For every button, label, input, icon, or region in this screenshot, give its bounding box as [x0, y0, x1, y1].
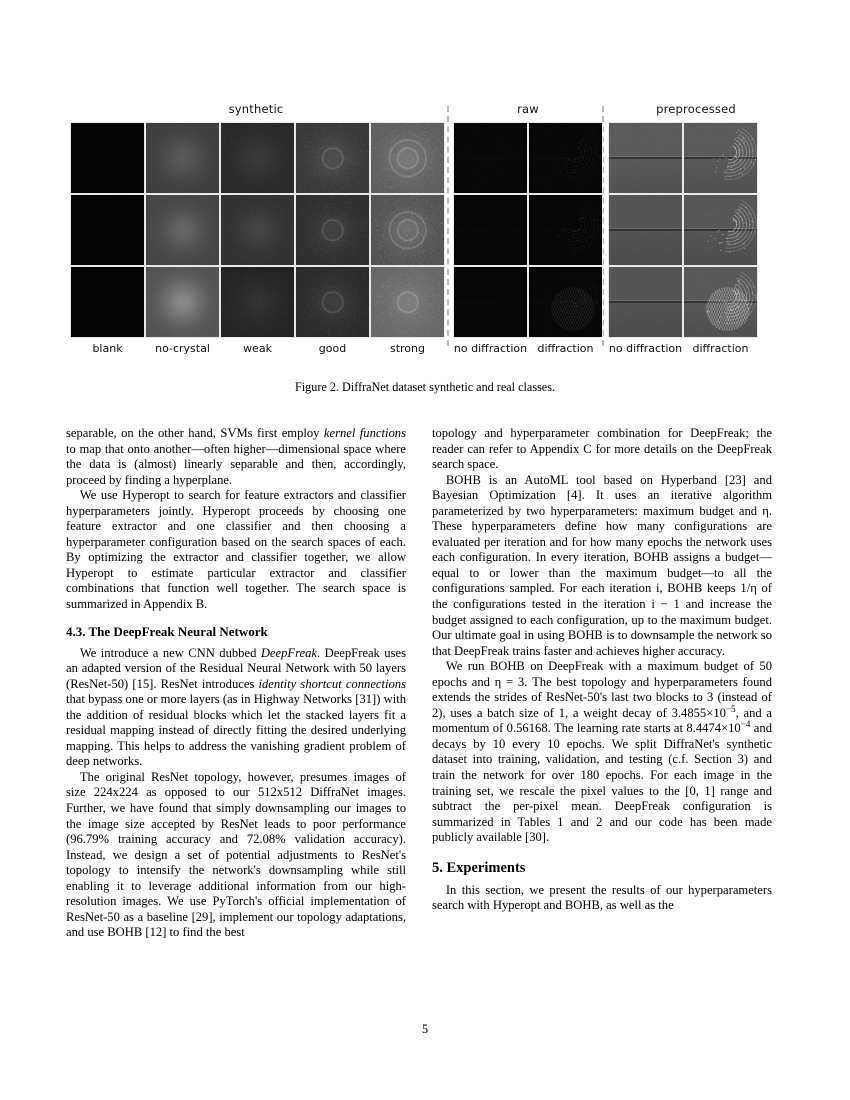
group-header-preprocessed: preprocessed — [656, 102, 736, 116]
class-label-raw-1: no diffraction — [453, 342, 528, 355]
paragraph-left-3: We introduce a new CNN dubbed DeepFreak. DeepFreak uses an adapted version of the Residual Neural Network with 50 layers (ResNet-50) [15]. ResNet introduces identity shortcut connections that bypass one or more layers (as in Highway Networks [31]) with the addition of residual blocks which let the stacked layers fit a residual mapping instead of directly fitting the desired underlying mapping. This helps to address the vanishing gradient problem of deep networks. — [66, 645, 406, 769]
figure-2 — [66, 100, 784, 362]
class-label-synthetic-1: blank — [92, 342, 123, 355]
class-label-synthetic-2: no-crystal — [155, 342, 210, 355]
figure-panel-preprocessed-r2-c1 — [609, 195, 682, 265]
figure-panel-preprocessed-r1-c2 — [684, 123, 757, 193]
panel-group-raw — [453, 122, 603, 338]
group-header-synthetic: synthetic — [228, 102, 284, 116]
class-label-synthetic-4: good — [318, 342, 347, 355]
class-label-raw-2: diffraction — [537, 342, 594, 355]
figure-panel-synthetic-r1-c5 — [371, 123, 444, 193]
page-number: 5 — [421, 1022, 429, 1036]
figure-panel-synthetic-r3-c5 — [371, 267, 444, 337]
figure-panel-synthetic-r1-c1 — [71, 123, 144, 193]
figure-panel-preprocessed-r3-c2 — [684, 267, 757, 337]
figure-panel-preprocessed-r2-c2 — [684, 195, 757, 265]
figure-panel-synthetic-r1-c2 — [146, 123, 219, 193]
paragraph-right-2: BOHB is an AutoML tool based on Hyperband [23] and Bayesian Optimization [4]. It uses an iterative algorithm parameterized by two hyperparameters: maximum budget and η. These hyperparameters define how many configurations are evaluated per iteration and for how many epochs the network uses each configuration. In every iteration, BOHB assigns a budget—equal to or lower than the maximum budget—to all the configurations sampled. For each iteration i, BOHB keeps 1/η of the configurations tested in the iteration i − 1 and increase the budget assigned to each configuration, up to the maximum budget. Our ultimate goal in using BOHB is to downsample the network so that DeepFreak trains faster and achieves higher accuracy. — [432, 472, 772, 658]
panel-group-synthetic — [70, 122, 445, 338]
divider-synthetic-raw — [447, 106, 449, 346]
figure-panel-synthetic-r2-c4 — [296, 195, 369, 265]
paragraph-right-3: We run BOHB on DeepFreak with a maximum budget of 50 epochs and η = 3. The best topology and hyperparameters found extends the strides of ResNet-50's last two blocks to 3 (instead of 2), uses a batch size of 1, a weight decay of $3.4855\times 10^{-5}$, and a momentum of 0.56168. The learning rate starts at $8.4474\times 10^{-4}$ and decays by 10 every 10 epochs. We split DiffraNet's synthetic dataset into training, validation, and testing (c.f. Section 3) and train the network for over 180 epochs. For each image in the training set, we rescale the pixel values to the [0, 1] range and subtract the per-pixel mean. DeepFreak configuration is summarized in Tables 1 and 2 and our code has been made publicly available [30]. — [432, 659, 773, 845]
figure-panel-raw-r1-c2 — [529, 123, 602, 193]
figure-panel-synthetic-r3-c3 — [221, 267, 294, 337]
figure-panel-raw-r1-c1 — [454, 123, 527, 193]
figure-panel-synthetic-r3-c4 — [296, 267, 369, 337]
panel-group-preprocessed — [608, 122, 758, 338]
figure-panel-synthetic-r2-c3 — [221, 195, 294, 265]
body-column-right — [432, 426, 772, 914]
figure-panel-synthetic-r3-c2 — [146, 267, 219, 337]
figure-group-headers — [66, 100, 784, 122]
class-label-synthetic-5: strong — [389, 342, 425, 355]
figure-panel-raw-r3-c1 — [454, 267, 527, 337]
paragraph-right-4: In this section, we present the results of our hyperparameters search with Hyperopt and BOHB, as well as the — [432, 882, 772, 913]
body-column-left — [66, 426, 406, 941]
figure-panel-synthetic-r2-c5 — [371, 195, 444, 265]
paragraph-left-1: separable, on the other hand, SVMs first employ kernel functions to map that onto another—often higher—dimensional space where the data is (almost) linearly separable and then, accordingly, proceed by finding a hyperplane. — [66, 426, 406, 487]
figure-panel-synthetic-r2-c2 — [146, 195, 219, 265]
heading-4-3: 4.3. The DeepFreak Neural Network — [66, 623, 268, 639]
paragraph-right-1: topology and hyperparameter combination for DeepFreak; the reader can refer to Appendix C for more details on the DeepFreak search space. — [432, 426, 772, 472]
figure-class-labels — [66, 342, 784, 362]
class-label-preprocessed-1: no diffraction — [608, 342, 683, 355]
figure-panel-preprocessed-r1-c1 — [609, 123, 682, 193]
figure-caption: Figure 2. DiffraNet dataset synthetic and real classes. — [294, 380, 556, 394]
figure-panel-synthetic-r2-c1 — [71, 195, 144, 265]
figure-panel-synthetic-r3-c1 — [71, 267, 144, 337]
figure-panel-raw-r2-c2 — [529, 195, 602, 265]
figure-panel-preprocessed-r3-c1 — [609, 267, 682, 337]
paragraph-left-4: The original ResNet topology, however, presumes images of size 224x224 as opposed to our 512x512 DiffraNet images. Further, we have found that simply downsampling our images to the image size accepted by ResNet leads to poor performance (96.79% training accuracy and 72.08% validation accuracy). Instead, we design a set of potential adjustments to ResNet's topology to intensify the network's downsampling while still enabling it to leverage additional information from our high-resolution images. We use PyTorch's official implementation of ResNet-50 as a baseline [29], implement our topology adaptations, and use BOHB [12] to find the best — [66, 769, 406, 940]
group-header-raw: raw — [517, 102, 539, 116]
paragraph-left-2: We use Hyperopt to search for feature extractors and classifier hyperparameters jointly. Hyperopt proceeds by choosing one feature extractor and one classifier and then choosing a hyperparameter configuration based on the search spaces of each. By optimizing the extractor and classifier together, we allow Hyperopt to estimate particular extractor and classifier combinations that function well together. The search space is summarized in Appendix B. — [66, 488, 406, 612]
figure-panel-raw-r3-c2 — [529, 267, 602, 337]
class-label-preprocessed-2: diffraction — [692, 342, 749, 355]
figure-panel-grid — [66, 122, 784, 340]
figure-panel-raw-r2-c1 — [454, 195, 527, 265]
class-label-synthetic-3: weak — [243, 342, 272, 355]
figure-panel-synthetic-r1-c3 — [221, 123, 294, 193]
heading-5-experiments: 5. Experiments — [432, 859, 526, 876]
figure-panel-synthetic-r1-c4 — [296, 123, 369, 193]
